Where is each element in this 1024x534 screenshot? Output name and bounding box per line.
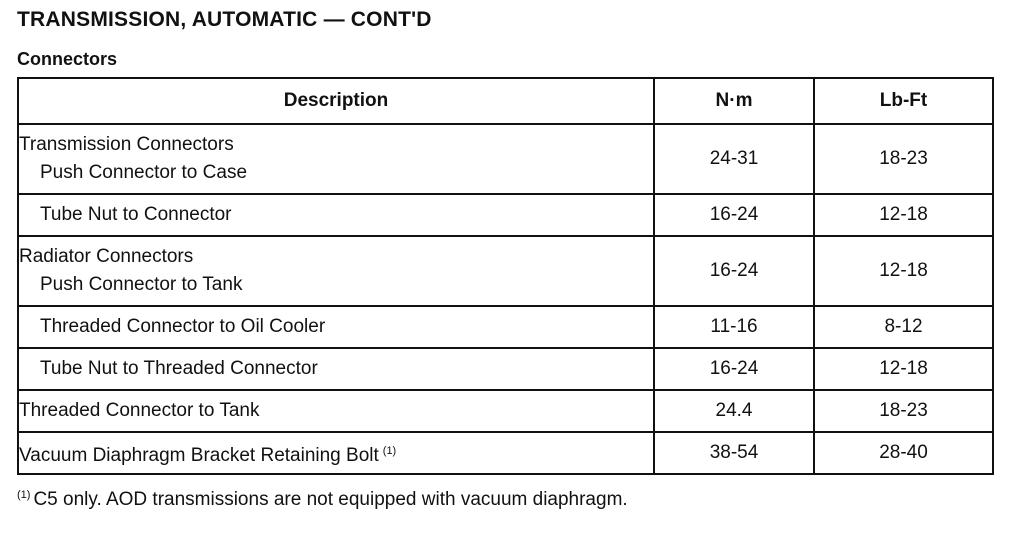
description-cell (18, 390, 654, 432)
lbft-value: 12-18 (814, 348, 993, 390)
column-header-lbft: Lb-Ft (814, 78, 993, 124)
footnote-marker: (1) (17, 489, 31, 501)
column-header-description: Description (18, 78, 654, 124)
description-cell (18, 194, 654, 236)
row-description: Tube Nut to Connector (40, 204, 232, 225)
table-row (18, 348, 993, 390)
nm-value: 16-24 (654, 348, 814, 390)
row-description: Threaded Connector to Oil Cooler (40, 316, 326, 337)
nm-value: 38-54 (654, 432, 814, 474)
lbft-value: 8-12 (814, 306, 993, 348)
lbft-value: 12-18 (814, 236, 993, 306)
table-row (18, 194, 993, 236)
nm-value: 16-24 (654, 236, 814, 306)
nm-value: 24.4 (654, 390, 814, 432)
description-cell (18, 236, 654, 306)
row-description: Threaded Connector to Tank (19, 400, 260, 421)
column-header-nm: N·m (654, 78, 814, 124)
table-row (18, 390, 993, 432)
table-row (18, 432, 993, 474)
table-header-row (18, 78, 993, 124)
row-description: Tube Nut to Threaded Connector (40, 358, 318, 379)
nm-value: 16-24 (654, 194, 814, 236)
table-row (18, 306, 993, 348)
footnote (17, 489, 628, 511)
table-row (18, 236, 993, 306)
footnote-reference: (1) (382, 444, 397, 457)
nm-value: 11-16 (654, 306, 814, 348)
row-description: Push Connector to Case (40, 162, 248, 183)
lbft-value: 18-23 (814, 124, 993, 194)
footnote-text: C5 only. AOD transmissions are not equipped with vacuum diaphragm. (33, 489, 628, 510)
nm-value: 24-31 (654, 124, 814, 194)
torque-spec-table (17, 77, 994, 475)
group-label: Transmission Connectors (19, 134, 234, 155)
row-description: Vacuum Diaphragm Bracket Retaining Bolt (19, 444, 379, 466)
lbft-value: 18-23 (814, 390, 993, 432)
description-cell (18, 348, 654, 390)
description-cell (18, 432, 654, 474)
lbft-value: 12-18 (814, 194, 993, 236)
lbft-value: 28-40 (814, 432, 993, 474)
table-row (18, 124, 993, 194)
description-cell (18, 306, 654, 348)
page-title: TRANSMISSION, AUTOMATIC — CONT'D (17, 8, 432, 31)
row-description: Push Connector to Tank (40, 274, 243, 295)
group-label: Radiator Connectors (19, 246, 194, 267)
description-cell (18, 124, 654, 194)
section-title: Connectors (17, 49, 118, 69)
